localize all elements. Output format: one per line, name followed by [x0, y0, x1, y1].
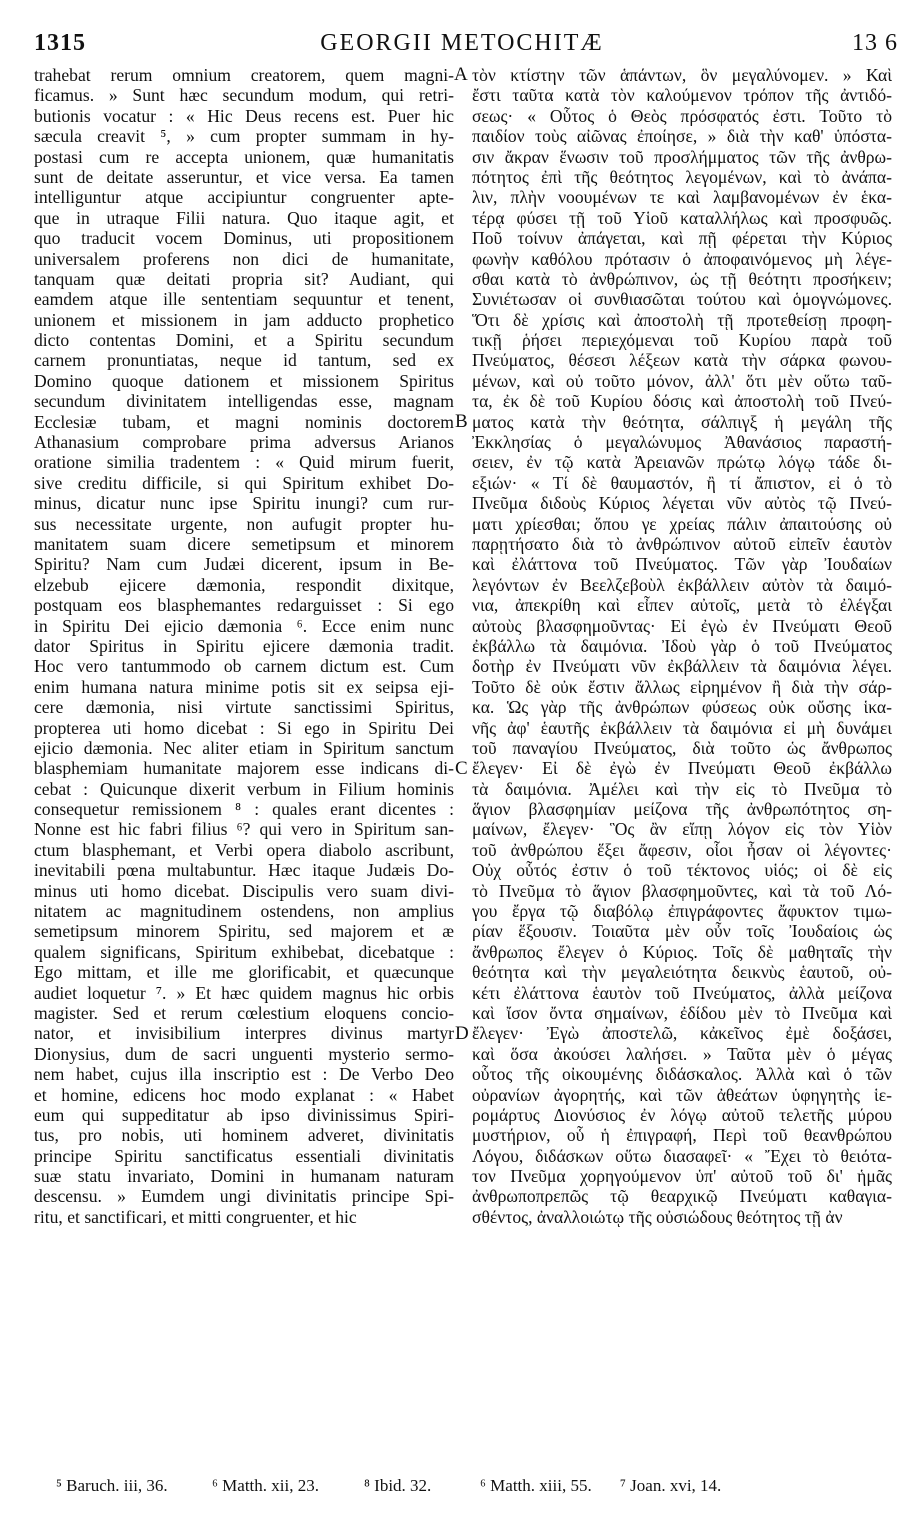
latin-text-line: propterea uti homo dicebat : Si ego in Spiritu Dei	[34, 717, 454, 738]
greek-text-line: μαίνων, ἔλεγεν· Ὃς ἂν εἴπῃ λόγον εἰς τὸν Υἱὸν	[472, 819, 892, 840]
margin-marker-b: B	[455, 411, 468, 432]
latin-text-line: eum qui suppeditatur ab ipso divinissimus Spiri-	[34, 1104, 454, 1125]
footnote: ⁷ Joan. xvi, 14.	[620, 1476, 722, 1495]
latin-text-line: sive creditu difficile, si qui Spiritum exhibet Do-	[34, 472, 454, 493]
latin-text-line: elzebub ejicere dæmonia, respondit dixitque,	[34, 574, 454, 595]
greek-text-line: τοῦ παναγίου Πνεύματος, διὰ τοῦτο ὡς ἄνθρωπος	[472, 737, 892, 758]
greek-text-line: τον Πνεῦμα χορηγούμενον ὑπ' αὐτοῦ τοῦ δι' ἡμᾶς	[472, 1166, 892, 1187]
greek-text-line: σειεν, ἐν τῷ κατὰ Ἀρειανῶν πρώτῳ λόγῳ τάδε δι-	[472, 452, 892, 473]
latin-text-line: audiet loquetur ⁷. » Et hæc quidem magnus hic orbis	[34, 982, 454, 1003]
greek-text-line: εξιών· « Τί δὲ θαυμαστόν, ἢ τί ἄπιστον, εἰ ὁ τὸ	[472, 472, 892, 493]
greek-column	[472, 65, 892, 1227]
latin-text-line: sunt de deitate asseruntur, et vice versa. Ea tamen	[34, 166, 454, 187]
latin-text-line: nator, et invisibilium interpres divinus martyr	[34, 1023, 454, 1044]
latin-text-line: Athanasium comprobare prima adversus Arianos	[34, 432, 454, 453]
greek-text-line: ἄνθρωπος ἔλεγεν ὁ Κύριος. Τοῖς δὲ μαθηταῖς τὴν	[472, 941, 892, 962]
latin-text-line: dicto contentas Domini, et a Spiritu secundum	[34, 330, 454, 351]
page-number-right: 13 6	[852, 30, 898, 56]
greek-text-line: νια, ἀπεκρίθη καὶ εἶπεν αὐτοῖς, μετὰ τὸ ἐλέγξαι	[472, 595, 892, 616]
greek-text-line: γου ἔργα τῷ διαβόλῳ ἐπιγράφοντες ἄφυκτον τιμω-	[472, 901, 892, 922]
latin-text-line: minus, dicatur nunc ipse Spiritu inungi? cum rur-	[34, 493, 454, 514]
latin-text-line: manitatem suam dicere semetipsum et minorem	[34, 533, 454, 554]
latin-text-line: butionis vocatur : « Hic Deus recens est. Puer hic	[34, 105, 454, 126]
greek-text-line: ρίαν ἕξουσιν. Τοιαῦτα μὲν οὖν τοῖς Ἰουδαίοις ὡς	[472, 921, 892, 942]
greek-text-line: ματι χρίεσθαι; ὅπου γε χρείας πάλιν ἀπαιτούσης οὐ	[472, 513, 892, 534]
greek-text-line: κέτι ἐλάττονα ἑαυτὸν τοῦ Πνεύματος, ἀλλὰ μείζονα	[472, 982, 892, 1003]
greek-text-line: φωνὴν καθόλου πρότασιν ὁ ἀποφαινόμενος μὴ λέγε-	[472, 248, 892, 269]
latin-text-line: suæ statu invariato, Domini in humanam naturam	[34, 1166, 454, 1187]
latin-text-line: tanquam quæ deitati propria sit? Audiant, qui	[34, 268, 454, 289]
latin-text-line: sus necessitate urgente, non aufugit propter hu-	[34, 513, 454, 534]
latin-column	[34, 65, 454, 1227]
latin-text-line: tus, pro nobis, uti hominem adveret, divinitatis	[34, 1125, 454, 1146]
greek-text-line: τὸν κτίστην τῶν ἁπάντων, ὃν μεγαλύνομεν. » Καὶ	[472, 65, 892, 85]
greek-text-line: σθαι κατὰ τὸ ἀνθρώπινον, ὡς τῇ θεότητι προσήκειν;	[472, 268, 892, 289]
greek-text-line: Πνεῦμα διδοὺς Κύριος λέγεται νῦν αὐτὸς τῷ Πνεύ-	[472, 493, 892, 514]
greek-text-line: νῆς ἀφ' ἑαυτῆς ἐκβάλλειν τὰ δαιμόνια εἰ μὴ δυνάμει	[472, 717, 892, 738]
latin-text-line: universalem proferens non dici de humanitate,	[34, 248, 454, 269]
greek-text-line: θεότητα καὶ τὴν μεγαλειότητα δεικνὺς ἑαυτοῦ, οὐ-	[472, 962, 892, 983]
greek-text-line: ἐκβάλλω τὰ δαιμόνια. Ἰδοὺ γὰρ ὁ τοῦ Πνεύματος	[472, 635, 892, 656]
footnote: ⁵ Baruch. iii, 36.	[56, 1476, 168, 1495]
greek-text-line: παιδίον τοὺς αἰῶνας ἐποίησε, » διὰ τὴν καθ' ὑπόστα-	[472, 126, 892, 147]
latin-text-line: blasphemiam humanitate majorem esse indicans di-	[34, 758, 454, 779]
latin-text-line: carnem pronuntiatas, neque id tantum, sed ex	[34, 350, 454, 371]
latin-text-line: magister. Sed et rerum cœlestium eloquens concio-	[34, 1002, 454, 1023]
greek-text-line: Λόγου, διδάσκων οὕτω διασαφεῖ· « Ἔχει τὸ θειότα-	[472, 1145, 892, 1166]
latin-text-line: cere dæmonia, nisi virtute sanctissimi Spiritus,	[34, 697, 454, 718]
greek-text-line: οὐρανίων ἀγορητής, καὶ τῶν ἀθεάτων ὑφηγητὴς ἱε-	[472, 1084, 892, 1105]
greek-text-line: καὶ ἴσον ὄντα σημαίνων, ἐδίδου μὲν τὸ Πνεῦμα καὶ	[472, 1002, 892, 1023]
greek-text-line: πότητος ἐπὶ τῆς θεότητος λεγομένων, καὶ τὸ ἀνάπα-	[472, 166, 892, 187]
latin-text-line: Ego mittam, et ille me glorificabit, et quæcunque	[34, 962, 454, 983]
greek-text-line: ματος κατὰ τὴν θεότητα, σάλπιγξ ἡ μεγάλη τῆς	[472, 411, 892, 432]
latin-text-line: postquam eos blasphemantes redarguisset : Si ego	[34, 595, 454, 616]
latin-text-line: quo traducit vocem Dominus, uti propositionem	[34, 228, 454, 249]
latin-text-line: principe Spiritu sanctificatus essentiali divinitatis	[34, 1145, 454, 1166]
greek-text-line: ρομάρτυς Διονύσιος ἐν λόγῳ αὐτοῦ τελετῆς μύρου	[472, 1104, 892, 1125]
latin-text-line: Ecclesiæ tubam, et magni nominis doctorem	[34, 411, 454, 432]
latin-text-line: nem habet, cujus illa inscriptio est : De Verbo Deo	[34, 1064, 454, 1085]
greek-text-line: ἅγιον βλασφημίαν μείζονα τῆς ἀνθρωπότητος ση-	[472, 799, 892, 820]
latin-text-line: minus uti homo dicebat. Discipulis vero suam divi-	[34, 880, 454, 901]
latin-text-line: ctum blasphemant, et Verbi opera diabolo ascribunt,	[34, 839, 454, 860]
latin-text-line: ejicio dæmonia. Nec aliter etiam in Spiritum sanctum	[34, 737, 454, 758]
latin-text-line: enim humana natura minime potis sit ex seipsa eji-	[34, 676, 454, 697]
latin-text-line: ritu, et sanctificari, et mitti congruenter, et hic	[34, 1206, 357, 1227]
latin-text-line: semetipsum minorem Spiritu, sed majorem et æ	[34, 921, 454, 942]
greek-text-line: Πνεύματος, θέσεσι λέξεων κατὰ τὴν σάρκα φωνου-	[472, 350, 892, 371]
greek-text-line: παρῃτήσατο διὰ τὸ ἀνθρώπινον αὐτοῦ εἰπεῖν ἑαυτὸν	[472, 533, 892, 554]
latin-text-line: ficamus. » Sunt hæc secundum modum, qui retri-	[34, 85, 454, 106]
latin-text-line: sæcula creavit ⁵, » cum propter summam in hy-	[34, 126, 454, 147]
latin-text-line: Domino quoque dationem et missionem Spiritus	[34, 370, 454, 391]
greek-text-line: τὰ δαιμόνια. Ἀμέλει καὶ τὴν εἰς τὸ Πνεῦμα τὸ	[472, 778, 892, 799]
greek-text-line: λιν, πλὴν νοουμένων τε καὶ λαμβανομένων ἐν ἑκα-	[472, 187, 892, 208]
page-number-left: 1315	[34, 30, 86, 56]
latin-text-line: et homine, edicens hoc modo explanat : « Habet	[34, 1084, 454, 1105]
running-title: GEORGII METOCHITÆ	[320, 30, 604, 56]
margin-marker-a: A	[454, 64, 468, 85]
greek-text-line: οὗτος τῆς οἰκουμένης διδάσκαλος. Ἀλλὰ καὶ ὁ τῶν	[472, 1064, 892, 1085]
greek-text-line: σθέντος, ἀναλλοιώτῳ τῆς οὐσιώδους θεότητος τῇ ἀν	[472, 1206, 843, 1227]
greek-text-line: καὶ ὅσα ἀκούσει λαλήσει. » Ταῦτα μὲν ὁ μέγας	[472, 1043, 892, 1064]
latin-text-line: trahebat rerum omnium creatorem, quem magni-	[34, 65, 454, 85]
greek-text-line: κα. Ὡς γὰρ τῆς ἀνθρώπων φύσεως οὐκ οὔσης ἱκα-	[472, 697, 892, 718]
greek-text-line: ἔλεγεν· Ἐγὼ ἀποστελῶ, κἀκεῖνος ἐμὲ δοξάσει,	[472, 1023, 892, 1044]
latin-text-line: intelliguntur atque accipiuntur congruenter apte-	[34, 187, 454, 208]
greek-text-line: τικῇ ῥήσει περιεχόμεναι τοῦ Κυρίου παρὰ τοῦ	[472, 330, 892, 351]
greek-text-line: ἀνθρωποπρεπῶς τῷ θεαρχικῷ Πνεύματι καθαγια-	[472, 1186, 892, 1207]
greek-text-line: Ὅτι δὲ χρίσις καὶ ἀποστολὴ τῇ προτεθείσῃ προφη-	[472, 309, 892, 330]
greek-text-line: λεγόντων ἐν Βεελζεβοὺλ ἐκβάλλειν αὐτὸν τὰ δαιμό-	[472, 574, 892, 595]
latin-text-line: in Spiritu Dei ejicio dæmonia ⁶. Ecce enim nunc	[34, 615, 454, 636]
margin-marker-c: C	[455, 758, 468, 779]
greek-text-line: σεως· « Οὗτος ὁ Θεὸς πρόσφατός ἐστι. Τοῦτο τὸ	[472, 105, 892, 126]
greek-text-line: τὸ Πνεῦμα τὸ ἅγιον βλασφημοῦντες, καὶ τὰ τοῦ Λό-	[472, 880, 892, 901]
greek-text-line: τα, ἐκ δὲ τοῦ Κυρίου δόσις καὶ ἀποστολὴ τοῦ Πνεύ-	[472, 391, 892, 412]
greek-text-line: Ἐκκλησίας ὁ μεγαλώνυμος Ἀθανάσιος παραστή-	[472, 432, 892, 453]
margin-marker-d: D	[455, 1023, 469, 1044]
latin-text-line: Nonne est hic fabri filius ⁶? qui vero in Spiritum san-	[34, 819, 454, 840]
greek-text-line: σιν ἄκραν ἕνωσιν τοῦ προσλήμματος τῶν τῆς ἀνθρω-	[472, 146, 892, 167]
latin-text-line: dator Spiritus in Spiritu ejicere dæmonia tradit.	[34, 635, 454, 656]
latin-text-line: Hoc vero tantummodo ob carnem dictum est. Cum	[34, 656, 454, 677]
footnote: ⁸ Ibid. 32.	[364, 1476, 432, 1495]
latin-text-line: Spiritu? Nam cum Judæi dicerent, ipsum in Be-	[34, 554, 454, 575]
latin-text-line: unionem et missionem in jam adducto prophetico	[34, 309, 454, 330]
latin-text-line: nitatem ac magnitudinem ostendens, non amplius	[34, 901, 454, 922]
latin-text-line: cebat : Quicunque dixerit verbum in Filium hominis	[34, 778, 454, 799]
greek-text-line: μένων, καὶ οὐ τοῦτο μόνον, ἀλλ' ὅτι μὲν οὕτω ταῦ-	[472, 370, 892, 391]
latin-text-line: oratione similia tradentem : « Quid mirum fuerit,	[34, 452, 454, 473]
latin-text-line: inevitabili pœna multabuntur. Hæc itaque Judæis Do-	[34, 860, 454, 881]
latin-text-line: que in utraque Filii natura. Quo itaque agit, et	[34, 207, 454, 228]
latin-text-line: consequetur remissionem ⁸ : quales erant dicentes :	[34, 799, 454, 820]
latin-text-line: descensu. » Eumdem ungi divinitatis principe Spi-	[34, 1186, 454, 1207]
greek-text-line: Τοῦτο δὲ οὐκ ἔστιν ἄλλως εἰρημένον ἢ διὰ τὴν σάρ-	[472, 676, 892, 697]
footnote: ⁶ Matth. xii, 23.	[212, 1476, 319, 1495]
greek-text-line: καὶ ἐλάττονα τοῦ Πνεύματος. Τῶν γὰρ Ἰουδαίων	[472, 554, 892, 575]
greek-text-line: δοτὴρ ἐν Πνεύματι νῦν ἐκβάλλειν τὰ δαιμόνια λέγει.	[472, 656, 892, 677]
latin-text-line: postasi cum re accepta unionem, quæ humanitatis	[34, 146, 454, 167]
greek-text-line: τέρᾳ φύσει τῇ τοῦ Υἱοῦ καταλλήλως καὶ προσφυῶς.	[472, 207, 892, 228]
greek-text-line: ἔλεγεν· Εἰ δὲ ἐγὼ ἐν Πνεύματι Θεοῦ ἐκβάλλω	[472, 758, 892, 779]
latin-text-line: eamdem atque ille sententiam sequuntur et tenent,	[34, 289, 454, 310]
greek-text-line: μυστήριον, οὗ ἡ ἐπιγραφή, Περὶ τοῦ θεανθρώπου	[472, 1125, 892, 1146]
greek-text-line: αὐτοὺς βλασφημοῦντας· Εἰ ἐγὼ ἐν Πνεύματι Θεοῦ	[472, 615, 892, 636]
footnote: ⁶ Matth. xiii, 55.	[480, 1476, 592, 1495]
greek-text-line: Συνιέτωσαν οἱ συνθιασῶται τούτου καὶ ὁμογνώμονες.	[472, 289, 892, 310]
latin-text-line: secundum divinitatem intelligendas esse, magnam	[34, 391, 454, 412]
greek-text-line: Ποῦ τοίνυν ἀπάγεται, καὶ πῇ φέρεται τὴν Κύριος	[472, 228, 892, 249]
greek-text-line: ἔστι ταῦτα κατὰ τὸν καλούμενον τρόπον τῆς ἀντιδό-	[472, 85, 892, 106]
latin-text-line: qualem significans, Spiritum exhibebat, dicebatque :	[34, 941, 454, 962]
latin-text-line: Dionysius, dum de sacri unguenti mysterio sermo-	[34, 1043, 454, 1064]
greek-text-line: Οὐχ οὗτός ἐστιν ὁ τοῦ τέκτονος υἱός; οἱ δὲ εἰς	[472, 860, 892, 881]
greek-text-line: τοῦ ἀνθρώπου ἕξει ἄφεσιν, οἷοι ἦσαν οἱ λέγοντες·	[472, 839, 892, 860]
